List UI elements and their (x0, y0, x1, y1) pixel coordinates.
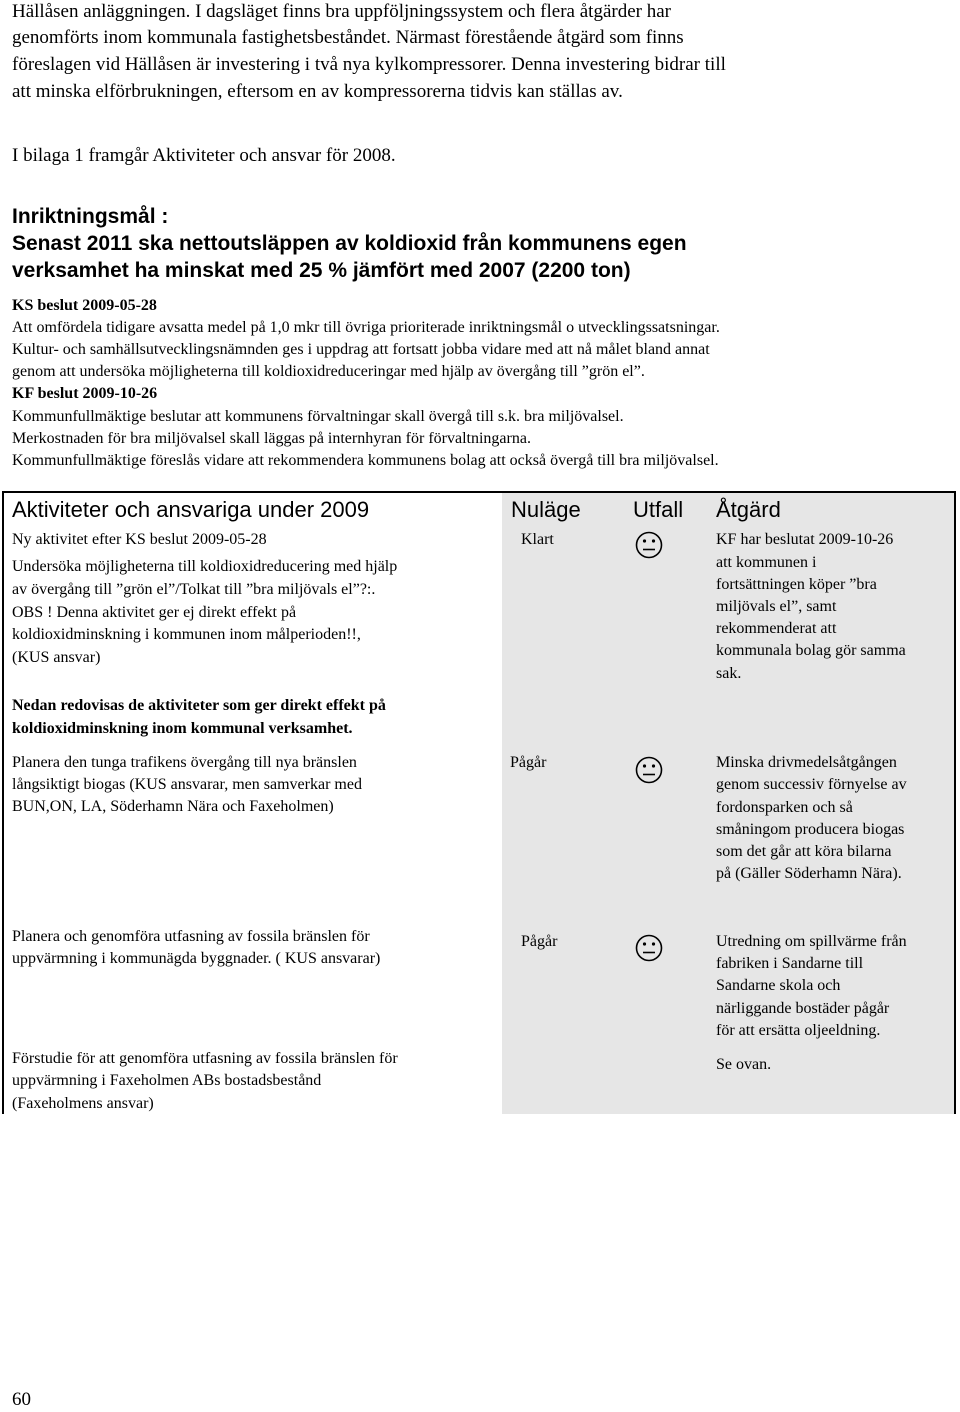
action-line: rekommenderat att (716, 620, 837, 637)
action-line: Utredning om spillvärme från (716, 933, 907, 950)
goal-heading: Inriktningsmål : (12, 205, 169, 228)
activity-line: (KUS ansvar) (12, 649, 101, 666)
action-line: Se ovan. (716, 1056, 772, 1073)
note-line: Nedan redovisas de aktiviteter som ger direkt effekt på (12, 697, 386, 714)
table-left-rule (2, 491, 4, 1114)
intro-line: att minska elförbrukningen, eftersom en av kompressorerna tidvis kan ställas av. (12, 81, 623, 102)
action-column-header: Åtgärd (716, 497, 781, 522)
neutral-face-icon (634, 933, 664, 963)
goal-line: Senast 2011 ska nettoutsläppen av koldioxid från kommunens egen (12, 232, 687, 255)
activity-line: BUN,ON, LA, Söderhamn Nära och Faxeholmen) (12, 798, 334, 815)
action-line: sak. (716, 665, 742, 682)
intro-line: föreslagen vid Hällåsen är investering i två nya kylkompressorer. Denna investering bidrar till (12, 54, 726, 75)
activities-column-header: Aktiviteter och ansvariga under 2009 (12, 497, 370, 522)
action-line: på (Gäller Söderhamn Nära). (716, 865, 902, 882)
kf-decision-line: Merkostnaden för bra miljövalsel skall läggas på internhyran för förvaltningarna. (12, 430, 531, 447)
activity-line: Planera den tunga trafikens övergång till nya bränslen (12, 754, 357, 771)
activity-line: Undersöka möjligheterna till koldioxidreducering med hjälp (12, 558, 398, 575)
outcome-column-header: Utfall (633, 497, 684, 522)
activity-line: uppvärmning i Faxeholmen ABs bostadsbestånd (12, 1072, 322, 1089)
activity-line: av övergång till ”grön el”/Tolkat till ”bra miljövals el”?:. (12, 581, 376, 598)
intro-line: genomförts inom kommunala fastighetsbeståndet. Närmast förestående åtgärd som finns (12, 27, 684, 48)
ks-decision-line: Kultur- och samhällsutvecklingsnämnden ges i uppdrag att fortsatt jobba vidare med att nå målet bland annat (12, 341, 710, 358)
activity-line: (Faxeholmens ansvar) (12, 1095, 154, 1112)
action-line: att kommunen i (716, 554, 817, 571)
ks-decision-heading: KS beslut 2009-05-28 (12, 297, 157, 314)
action-line: Minska drivmedelsåtgången (716, 754, 897, 771)
status-value: Klart (521, 531, 554, 548)
goal-line: verksamhet ha minskat med 25 % jämfört med 2007 (2200 ton) (12, 259, 631, 282)
action-line: fordonsparken och så (716, 799, 853, 816)
activity-line: uppvärmning i kommunägda byggnader. ( KUS ansvarar) (12, 950, 381, 967)
table-top-rule (2, 491, 956, 493)
ks-decision-line: genom att undersöka möjligheterna till koldioxidreduceringar med hjälp av övergång till ”grön el”. (12, 363, 645, 380)
activity-line: Förstudie för att genomföra utfasning av fossila bränslen för (12, 1050, 398, 1067)
activity-line: Planera och genomföra utfasning av fossila bränslen för (12, 928, 370, 945)
action-line: för att ersätta oljeeldning. (716, 1022, 881, 1039)
page-number: 60 (12, 1389, 31, 1410)
action-line: kommunala bolag gör samma (716, 642, 906, 659)
kf-decision-line: Kommunfullmäktige föreslås vidare att rekommendera kommunens bolag att också övergå till bra miljövalsel. (12, 452, 719, 469)
action-line: Sandarne skola och (716, 977, 841, 994)
neutral-face-icon (634, 755, 664, 785)
table-right-rule (954, 491, 956, 1114)
status-column-header: Nuläge (511, 497, 581, 522)
action-line: fortsättningen köper ”bra (716, 576, 877, 593)
action-line: som det går att köra bilarna (716, 843, 892, 860)
intro-line: Hällåsen anläggningen. I dagsläget finns bra uppföljningssystem och flera åtgärder har (12, 1, 671, 22)
neutral-face-icon (634, 530, 664, 560)
action-line: fabriken i Sandarne till (716, 955, 864, 972)
action-line: genom successiv förnyelse av (716, 776, 907, 793)
status-value: Pågår (510, 754, 547, 771)
activity-line: långsiktigt biogas (KUS ansvarar, men samverkar med (12, 776, 362, 793)
bilaga-reference: I bilaga 1 framgår Aktiviteter och ansvar för 2008. (12, 145, 396, 166)
kf-decision-heading: KF beslut 2009-10-26 (12, 385, 158, 402)
action-line: småningom producera biogas (716, 821, 905, 838)
activity-title: Ny aktivitet efter KS beslut 2009-05-28 (12, 531, 267, 548)
action-line: närliggande bostäder pågår (716, 1000, 890, 1017)
action-line: miljövals el”, samt (716, 598, 837, 615)
action-line: KF har beslutat 2009-10-26 (716, 531, 894, 548)
ks-decision-line: Att omfördela tidigare avsatta medel på 1,0 mkr till övriga prioriterade inriktningsmål o utvecklingssatsningar. (12, 319, 720, 336)
activity-line: koldioxidminskning i kommunen inom målperioden!!, (12, 626, 361, 643)
note-line: koldioxidminskning inom kommunal verksamhet. (12, 720, 353, 737)
activity-line: OBS ! Denna aktivitet ger ej direkt effekt på (12, 604, 297, 621)
kf-decision-line: Kommunfullmäktige beslutar att kommunens förvaltningar skall övergå till s.k. bra miljövalsel. (12, 408, 624, 425)
status-value: Pågår (521, 933, 558, 950)
